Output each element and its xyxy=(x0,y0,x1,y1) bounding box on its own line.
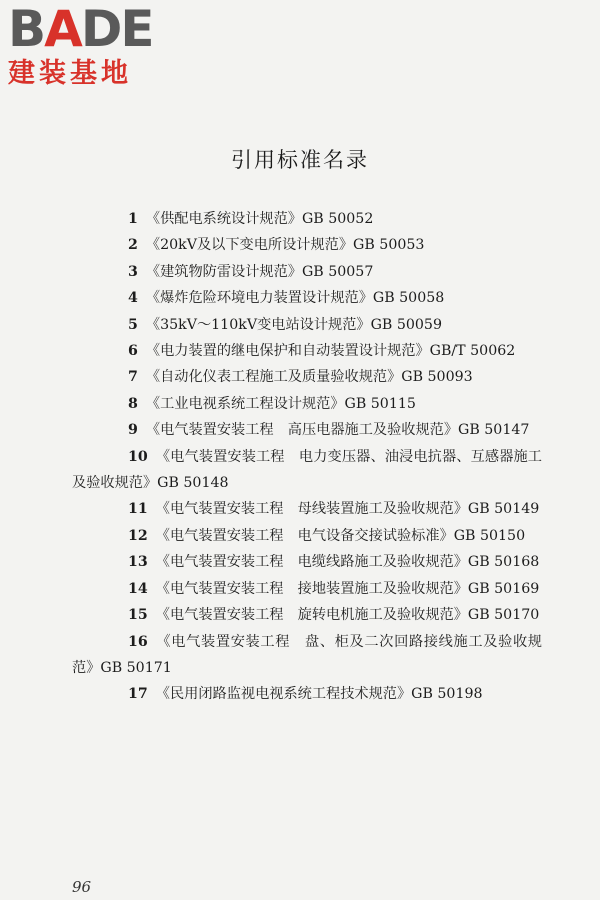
reference-item xyxy=(72,417,542,443)
reference-number: 10 xyxy=(128,448,148,465)
reference-number: 2 xyxy=(128,237,138,254)
page-number: 96 xyxy=(72,878,92,896)
reference-item xyxy=(72,444,542,497)
reference-number: 8 xyxy=(128,395,138,412)
reference-item xyxy=(72,312,542,338)
reference-number: 12 xyxy=(128,527,148,544)
reference-item xyxy=(72,391,542,417)
reference-text: 《电气装置安装工程 电力变压器、油浸电抗器、互感器施工及验收规范》GB 50148 xyxy=(72,448,542,492)
reference-item xyxy=(72,259,542,285)
reference-text: 《爆炸危险环境电力装置设计规范》GB 50058 xyxy=(145,290,445,307)
logo-letters-start: B xyxy=(8,0,45,58)
reference-item xyxy=(72,364,542,390)
reference-item xyxy=(72,496,542,522)
reference-number: 5 xyxy=(128,316,138,333)
reference-number: 7 xyxy=(128,369,138,386)
reference-text: 《自动化仪表工程施工及质量验收规范》GB 50093 xyxy=(145,369,473,386)
reference-item xyxy=(72,576,542,602)
reference-number: 1 xyxy=(128,211,138,227)
reference-number: 13 xyxy=(128,554,148,571)
reference-text: 《电气装置安装工程 电气设备交接试验标准》GB 50150 xyxy=(155,527,526,544)
reference-text: 《供配电系统设计规范》GB 50052 xyxy=(145,211,374,227)
page-title: 引用标准名录 xyxy=(231,148,369,172)
reference-text: 《电气装置安装工程 母线装置施工及验收规范》GB 50149 xyxy=(155,501,540,518)
reference-item xyxy=(72,681,542,707)
reference-text: 《电气装置安装工程 接地装置施工及验收规范》GB 50169 xyxy=(155,580,540,597)
logo-letters-end: DE xyxy=(80,0,153,58)
reference-number: 9 xyxy=(128,422,138,439)
watermark-logo xyxy=(8,0,178,90)
reference-number: 4 xyxy=(128,290,138,307)
reference-item xyxy=(72,338,542,364)
reference-item xyxy=(72,232,542,258)
reference-text: 《电气装置安装工程 高压电器施工及验收规范》GB 50147 xyxy=(145,422,530,439)
reference-number: 3 xyxy=(128,263,138,280)
reference-text: 《电气装置安装工程 电缆线路施工及验收规范》GB 50168 xyxy=(155,554,540,571)
logo-letter-accent: A xyxy=(44,0,81,58)
reference-text: 《20kV及以下变电所设计规范》GB 50053 xyxy=(145,237,425,254)
reference-text: 《电气装置安装工程 盘、柜及二次回路接线施工及验收规范》GB 50171 xyxy=(72,633,542,676)
reference-item xyxy=(72,549,542,575)
reference-list xyxy=(72,206,542,708)
reference-number: 14 xyxy=(128,580,148,597)
reference-text: 《建筑物防雷设计规范》GB 50057 xyxy=(145,263,374,280)
reference-number: 17 xyxy=(128,686,148,703)
reference-item xyxy=(72,285,542,311)
reference-item xyxy=(72,629,542,682)
reference-number: 16 xyxy=(128,633,148,650)
reference-text: 《电力装置的继电保护和自动装置设计规范》GB/T 50062 xyxy=(145,343,516,360)
logo-chinese-text: 建装基地 xyxy=(8,58,132,89)
reference-item xyxy=(72,602,542,628)
reference-number: 15 xyxy=(128,607,148,624)
reference-text: 《35kV～110kV变电站设计规范》GB 50059 xyxy=(145,316,442,333)
reference-number: 6 xyxy=(128,343,138,360)
logo-wordmark xyxy=(8,0,178,58)
reference-number: 11 xyxy=(128,501,148,518)
reference-text: 《工业电视系统工程设计规范》GB 50115 xyxy=(145,395,416,412)
reference-item xyxy=(72,523,542,549)
reference-text: 《电气装置安装工程 旋转电机施工及验收规范》GB 50170 xyxy=(155,607,540,624)
reference-item xyxy=(72,206,542,232)
reference-text: 《民用闭路监视电视系统工程技术规范》GB 50198 xyxy=(155,686,483,703)
